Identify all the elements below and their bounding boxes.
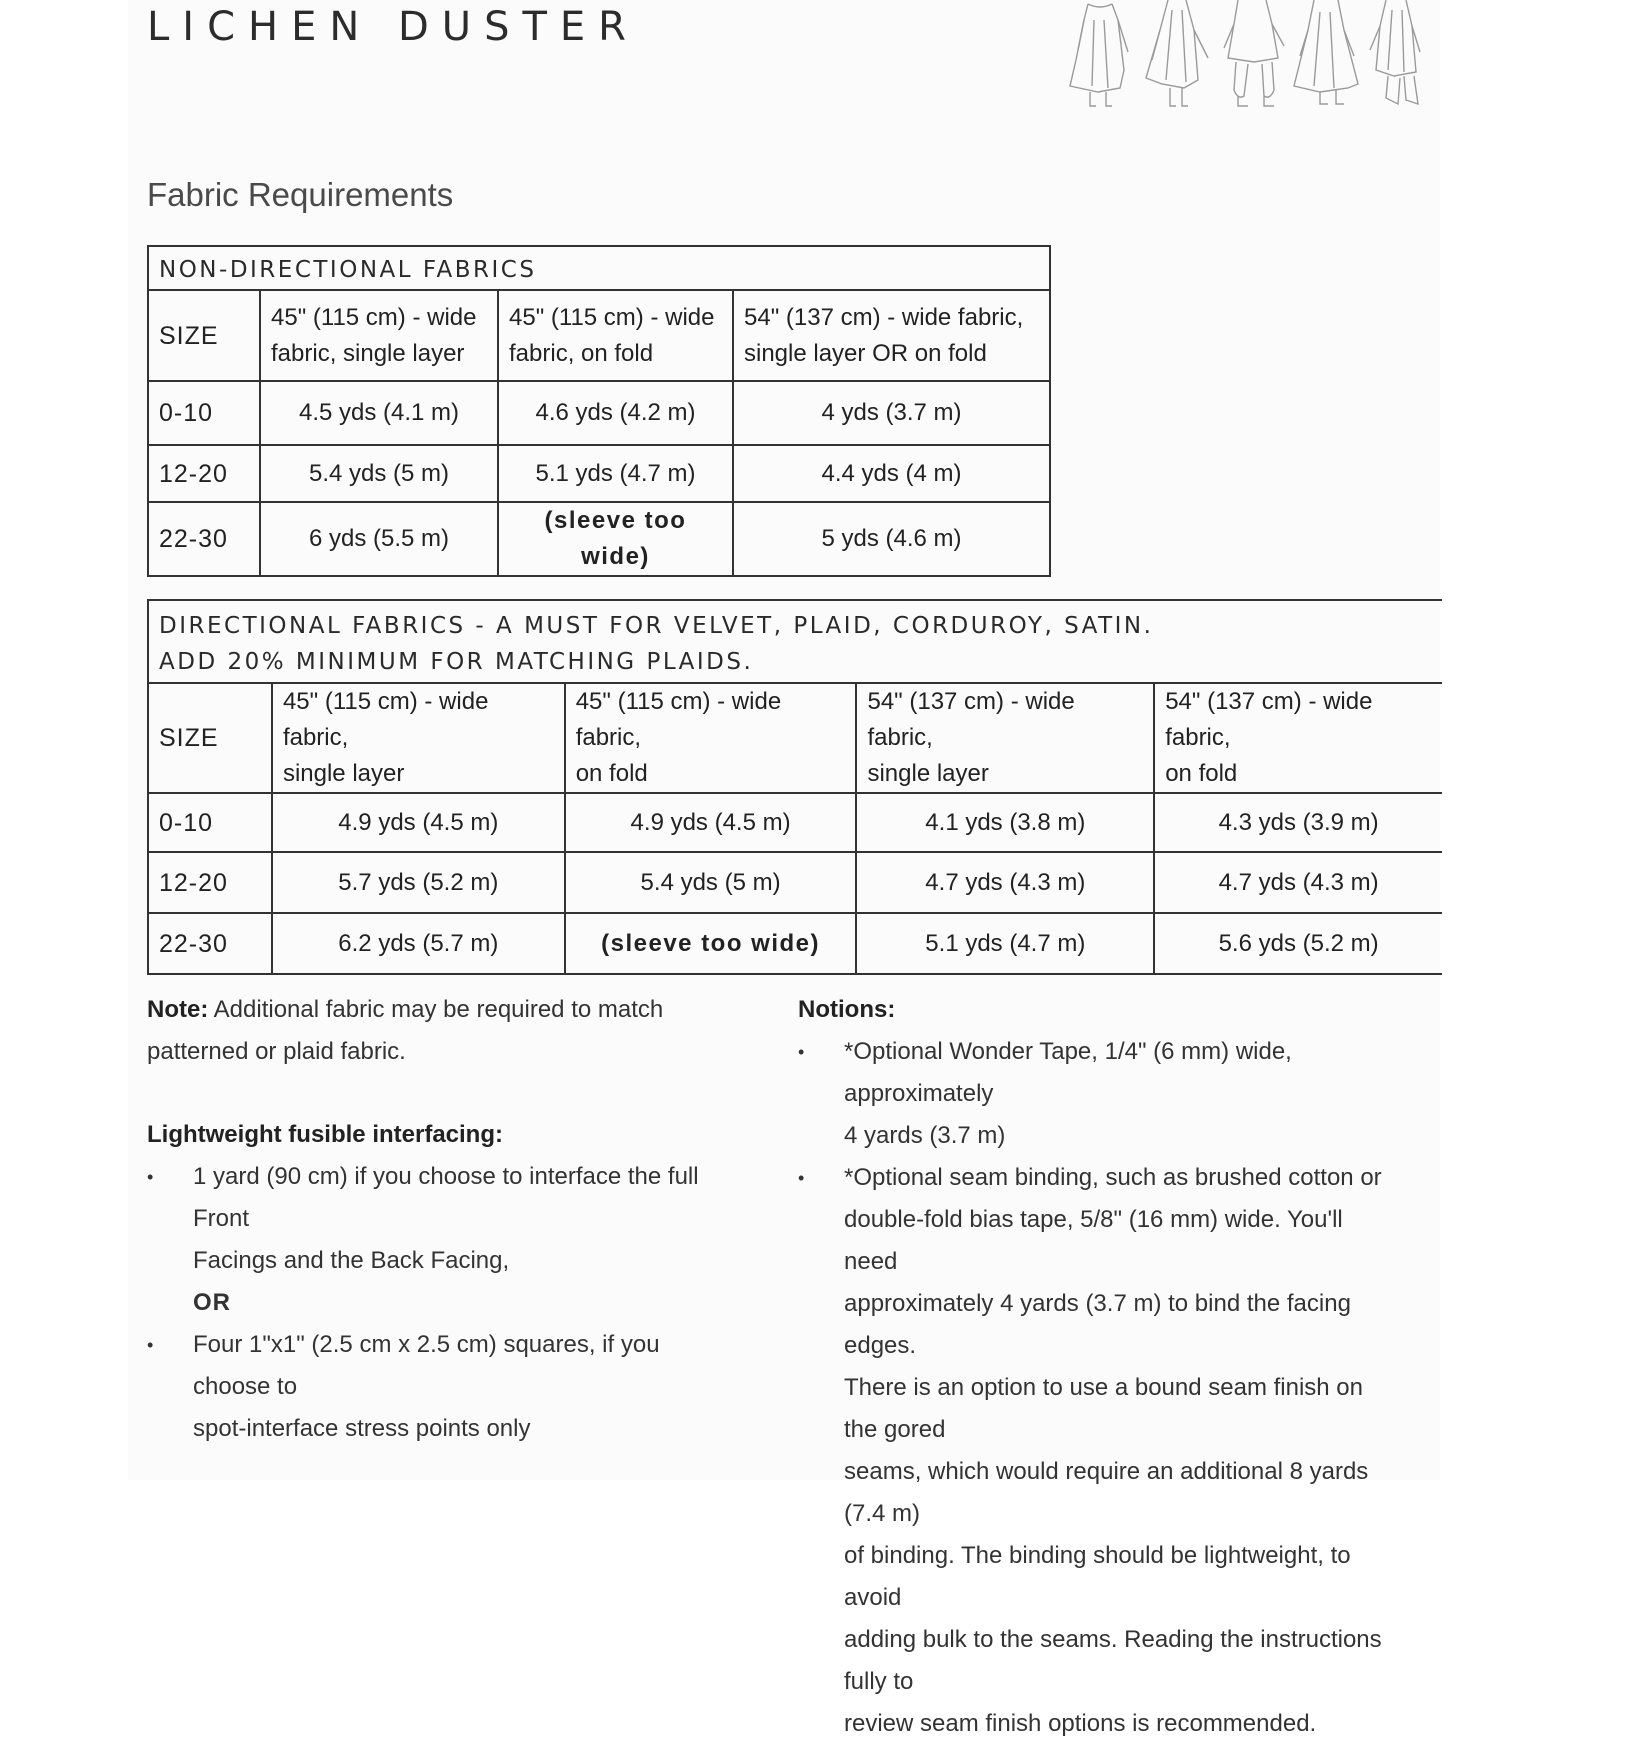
figure-5-drawing [1370, 0, 1420, 104]
figure-3-drawing [1224, 0, 1284, 106]
column-header-line: 54" (137 cm) - wide fabric, [867, 688, 1075, 751]
value-cell: 4.1 yds (3.8 m) [856, 793, 1154, 852]
column-header-line: single layer [282, 760, 405, 787]
list-item-line: of binding. The binding should be lightweight, to avoid [844, 1542, 1351, 1611]
notions-list [798, 1031, 1398, 1745]
figure-4-drawing [1294, 0, 1358, 104]
value-cell: 5.4 yds (5 m) [565, 852, 857, 913]
table-header-row [148, 246, 1050, 290]
value-cell: 5.1 yds (4.7 m) [498, 445, 733, 502]
notions-section [798, 989, 1398, 1745]
column-header-line: 45" (115 cm) - wide [509, 303, 715, 331]
value-cell: 4.9 yds (4.5 m) [565, 793, 857, 852]
list-item [798, 1157, 1398, 1745]
size-cell: 22-30 [148, 913, 272, 974]
value-cell: 5 yds (4.6 m) [733, 502, 1050, 576]
column-header-line: 45" (115 cm) - wide [271, 303, 477, 331]
value-cell: 4.6 yds (4.2 m) [498, 381, 733, 445]
value-cell: 4.9 yds (4.5 m) [272, 793, 565, 852]
size-column-header: SIZE [148, 683, 272, 793]
note-label: Note: [147, 996, 209, 1023]
size-cell: 0-10 [148, 793, 272, 852]
size-cell: 22-30 [148, 502, 260, 576]
list-item [147, 1156, 707, 1282]
interfacing-section [147, 1114, 707, 1450]
column-header [1154, 683, 1442, 793]
directional-header-line: DIRECTIONAL FABRICS - A MUST FOR VELVET, PLAID, CORDUROY, SATIN. [159, 612, 1154, 639]
value-cell: 5.6 yds (5.2 m) [1154, 913, 1442, 974]
size-column-header: SIZE [148, 290, 260, 381]
list-item-line: 4 yards (3.7 m) [844, 1122, 1006, 1149]
note-line: patterned or plaid fabric. [147, 1038, 406, 1065]
note-text: Additional fabric may be required to match [208, 996, 664, 1023]
column-header-line: fabric, single layer [271, 339, 465, 367]
interfacing-list [147, 1324, 707, 1450]
value-cell: 4.3 yds (3.9 m) [1154, 793, 1442, 852]
column-header-line: single layer OR on fold [744, 339, 987, 367]
figure-1-drawing [1070, 4, 1128, 106]
value-cell: 5.1 yds (4.7 m) [856, 913, 1154, 974]
interfacing-list [147, 1156, 707, 1282]
note-line [147, 989, 707, 1031]
column-header-row [148, 683, 1442, 793]
column-header [733, 290, 1050, 381]
value-cell: 4.4 yds (4 m) [733, 445, 1050, 502]
list-item-line: 1 yard (90 cm) if you choose to interface the full Front [193, 1163, 699, 1232]
directional-header-line: ADD 20% MINIMUM FOR MATCHING PLAIDS. [159, 648, 754, 675]
table-row [148, 852, 1442, 913]
pattern-title: LICHEN DUSTER [147, 4, 639, 50]
column-header [856, 683, 1154, 793]
list-item-line: approximately 4 yards (3.7 m) to bind the facing edges. [844, 1290, 1351, 1359]
column-header-line: 54" (137 cm) - wide fabric, [1165, 688, 1373, 751]
list-item [147, 1324, 707, 1450]
value-cell: 5.7 yds (5.2 m) [272, 852, 565, 913]
value-cell: 4.7 yds (4.3 m) [1154, 852, 1442, 913]
directional-fabrics-table [147, 599, 1442, 975]
bullet: • [798, 1168, 805, 1188]
list-item-line: adding bulk to the seams. Reading the instructions fully to [844, 1626, 1382, 1695]
value-cell: 4.5 yds (4.1 m) [260, 381, 498, 445]
column-header-line: fabric, on fold [509, 339, 654, 367]
column-header [272, 683, 565, 793]
table-row [148, 793, 1442, 852]
size-cell: 0-10 [148, 381, 260, 445]
list-item-line: seams, which would require an additional 8 yards (7.4 m) [844, 1458, 1369, 1527]
bullet: • [798, 1042, 805, 1062]
column-header [260, 290, 498, 381]
list-item [798, 1031, 1398, 1157]
column-header-line: 45" (115 cm) - wide fabric, [282, 688, 489, 751]
list-item-line: double-fold bias tape, 5/8" (16 mm) wide. You'll need [844, 1206, 1343, 1275]
list-item-line: Facings and the Back Facing, [193, 1247, 510, 1274]
value-cell: (sleeve too wide) [565, 913, 857, 974]
table-header-row [148, 600, 1442, 683]
directional-header [148, 600, 1442, 683]
size-cell: 12-20 [148, 445, 260, 502]
list-item-line: spot-interface stress points only [193, 1415, 531, 1442]
list-item-line: *Optional Wonder Tape, 1/4" (6 mm) wide, approximately [844, 1038, 1292, 1107]
table-row [148, 445, 1050, 502]
column-header-line: 54" (137 cm) - wide fabric, [744, 303, 1024, 331]
list-item-line: *Optional seam binding, such as brushed cotton or [844, 1164, 1382, 1191]
column-header-line: single layer [867, 760, 989, 787]
column-header-line: 45" (115 cm) - wide fabric, [575, 688, 782, 751]
column-header-line: on fold [1165, 760, 1238, 787]
list-item-line: review seam finish options is recommended. [844, 1710, 1317, 1737]
non-directional-fabrics-table [147, 245, 1051, 577]
value-cell: 5.4 yds (5 m) [260, 445, 498, 502]
figure-2-drawing [1146, 0, 1208, 106]
column-header [498, 290, 733, 381]
list-item-line: Four 1"x1" (2.5 cm x 2.5 cm) squares, if you choose to [193, 1331, 660, 1400]
value-cell: (sleeve too wide) [498, 502, 733, 576]
note-paragraph [147, 989, 707, 1073]
bullet: • [147, 1167, 154, 1187]
bullet: • [147, 1335, 154, 1355]
table-row [148, 913, 1442, 974]
column-header-line: on fold [575, 760, 648, 787]
column-header-row [148, 290, 1050, 381]
non-directional-header: NON-DIRECTIONAL FABRICS [148, 246, 1050, 290]
size-cell: 12-20 [148, 852, 272, 913]
notions-label: Notions: [798, 996, 896, 1023]
table-row [148, 381, 1050, 445]
value-cell: 6.2 yds (5.7 m) [272, 913, 565, 974]
list-item-line: There is an option to use a bound seam finish on the gored [844, 1374, 1363, 1443]
value-cell: 6 yds (5.5 m) [260, 502, 498, 576]
value-cell: 4 yds (3.7 m) [733, 381, 1050, 445]
five-figures-illustration [1058, 0, 1438, 112]
value-cell: 4.7 yds (4.3 m) [856, 852, 1154, 913]
column-header [565, 683, 857, 793]
interfacing-label: Lightweight fusible interfacing: [147, 1121, 503, 1148]
or-separator: OR [193, 1289, 231, 1316]
table-row [148, 502, 1050, 576]
fabric-requirements-heading: Fabric Requirements [147, 176, 454, 213]
